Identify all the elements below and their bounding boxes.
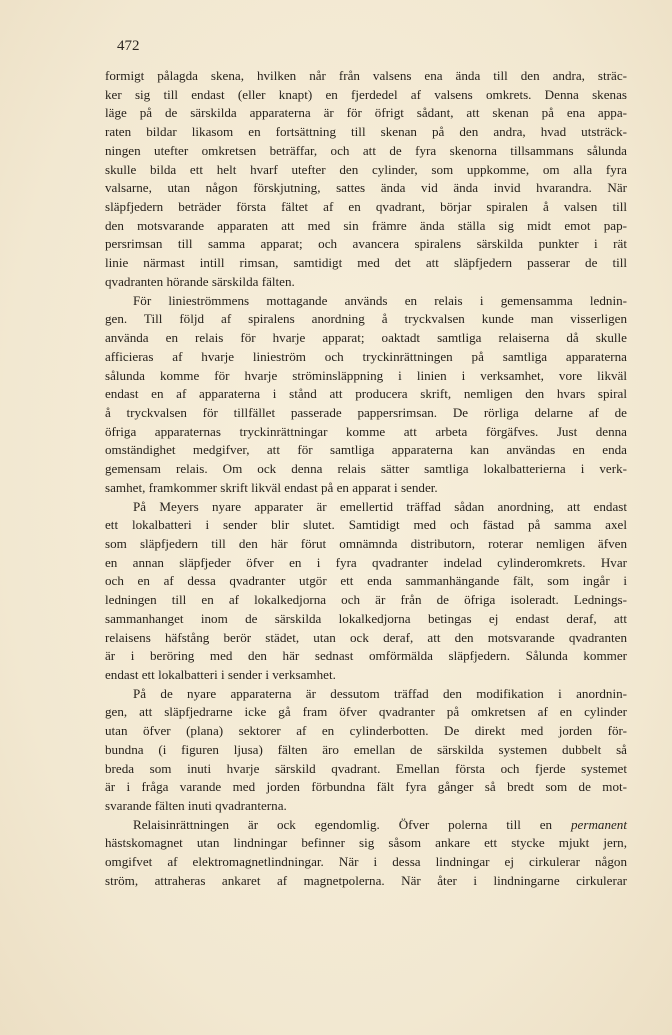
text-line: persrimsan till samma apparat; och avancera spiralens särskilda punkter i rät <box>105 236 627 252</box>
text-line: hästskomagnet utan lindningar befinner sig såsom ankare ett stycke mjukt jern, <box>105 835 627 851</box>
text-line: sålunda komme för hvarje ströminsläppning i linien i verksamhet, vore likväl <box>105 367 627 383</box>
text-line: På Meyers nyare apparater är emellertid träffad sådan anordning, att endast <box>133 498 627 514</box>
text-line: relaisens häfstång berör städet, utan ock deraf, att den motsvarande qvadranten <box>105 629 627 645</box>
text-line: För linieströmmens mottagande används en relais i gemensamma lednin- <box>133 292 627 308</box>
text-line: läge på de särskilda apparaterna är för öfrigt sådant, att skenan på ena appa- <box>105 105 627 121</box>
text-line: öfriga apparaternas tryckinrättningar komme att arbeta förgäfves. Just denna <box>105 423 627 439</box>
paragraph <box>105 498 627 685</box>
text-line: endast ett lokalbatteri i sender i verksamhet. <box>105 667 336 682</box>
text-line: å tryckvalsen för tillfället passerade pappersrimsan. De rörliga delarne af de <box>105 404 627 420</box>
text-line: ett lokalbatteri i sender blir slutet. Samtidigt med och fästad på samma axel <box>105 517 627 533</box>
text-line: utan öfver (plana) sektorer af en cylinderbotten. De direkt med jorden för- <box>105 723 627 739</box>
text-line: valsarne, utan någon förskjutning, sattes ända vid ända invid hvarandra. När <box>105 180 627 196</box>
text-line: sammanhanget inom de särskilda lokalkedjorna betingas ej endast deraf, att <box>105 610 627 626</box>
text-line: På de nyare apparaterna är dessutom träffad den modifikation i anordnin- <box>133 685 627 701</box>
text-line: linie närmast intill rimsan, samtidigt med det att släpfjedern passerar de till <box>105 255 627 271</box>
text-line: gemensam relais. Om ock denna relais sätter samtliga lokalbatterierna i verk- <box>105 461 627 477</box>
text-line: formigt pålagda skena, hvilken når från valsens ena ända till den andra, sträc- <box>105 68 627 83</box>
text-line: afficieras af hvarje linieström och tryckinrättningen på samtliga apparaterna <box>105 348 627 364</box>
paragraph <box>105 685 627 816</box>
text-line: ker sig till endast (eller knapt) en fjerdedel af valsens omkrets. Denna skenas <box>105 86 627 102</box>
body-text <box>105 67 627 891</box>
text-line: ledningen till en af lokalkedjorna och är från de öfriga isoleradt. Lednings- <box>105 592 627 608</box>
text-line: är i fråga varande med jorden förbundna fält fyra gånger så bredt som de mot- <box>105 779 627 795</box>
text-line: den motsvarande apparaten att med sin främre ända ställa sig midt emot pap- <box>105 217 627 233</box>
text-line: omgifvet af elektromagnetlindningar. När i dessa lindningar ej cirkulerar någon <box>105 854 627 870</box>
paragraph <box>105 292 627 498</box>
page-number: 472 <box>117 38 140 54</box>
text-line: ström, attraheras ankaret af magnetpolerna. När åter i lindningarne cirkulerar <box>105 872 627 888</box>
text-line: som släpfjedern till den här förut omnämnda distributorn, roterar nemligen äfven <box>105 535 627 551</box>
text-line: gen, att släpfjedrarne icke gå fram öfver qvadranter på omkretsen af en cylinder <box>105 704 627 720</box>
text-line: en annan släpfjeder öfver en i fyra qvadranter indelad cylinderomkrets. Hvar <box>105 554 627 570</box>
text-line: skulle bilda ett helt hvarf utefter den cylinder, som uppkomme, om alla fyra <box>105 161 627 177</box>
text-line: använda en relais för hvarje apparat; oaktadt samtliga relaiserna då skulle <box>105 330 627 346</box>
text-line: är i beröring med den här sednast omförmälda släpfjedern. Sålunda kommer <box>105 648 627 664</box>
text-line: gen. Till följd af spiralens anordning å tryckvalsen kunde man visserligen <box>105 311 627 327</box>
text-line: samhet, framkommer skrift likväl endast på en apparat i sender. <box>105 479 438 495</box>
text-line: och en af dessa qvadranter utgör ett enda sammanhängande fält, som ingår i <box>105 573 627 589</box>
text-line: bundna (i figuren ljusa) fälten äro emellan de särskilda systemen dubbelt så <box>105 741 627 757</box>
text-line: svarande fälten inuti qvadranterna. <box>105 798 287 814</box>
paragraph <box>105 67 627 292</box>
italic-word: permanent <box>570 816 627 832</box>
paragraph <box>105 816 627 891</box>
text-line: breda som inuti hvarje särskild qvadrant. Emellan första och fjerde systemet <box>105 760 627 776</box>
text-line: endast en af apparaterna i stånd att producera skrift, nemligen den hvars spiral <box>105 386 627 402</box>
text-line: omständighet medgifver, att för samtliga apparaterna kan användas en enda <box>105 442 627 458</box>
text-line: släpfjedern beträder första fältet af en qvadrant, börjar spiralen å valsen till <box>105 199 627 215</box>
text-line: qvadranten hörande särskilda fälten. <box>105 273 295 289</box>
text-line: raten bildar likasom en fortsättning till skenan på den andra, hvad utsträck- <box>105 124 627 140</box>
text-line: Relaisinrättningen är ock egendomlig. Öfver polerna till en permanent <box>133 816 627 832</box>
text-line: ningen utefter omkretsen beträffar, och att de fyra skenorna tillsammans sålunda <box>105 142 627 158</box>
